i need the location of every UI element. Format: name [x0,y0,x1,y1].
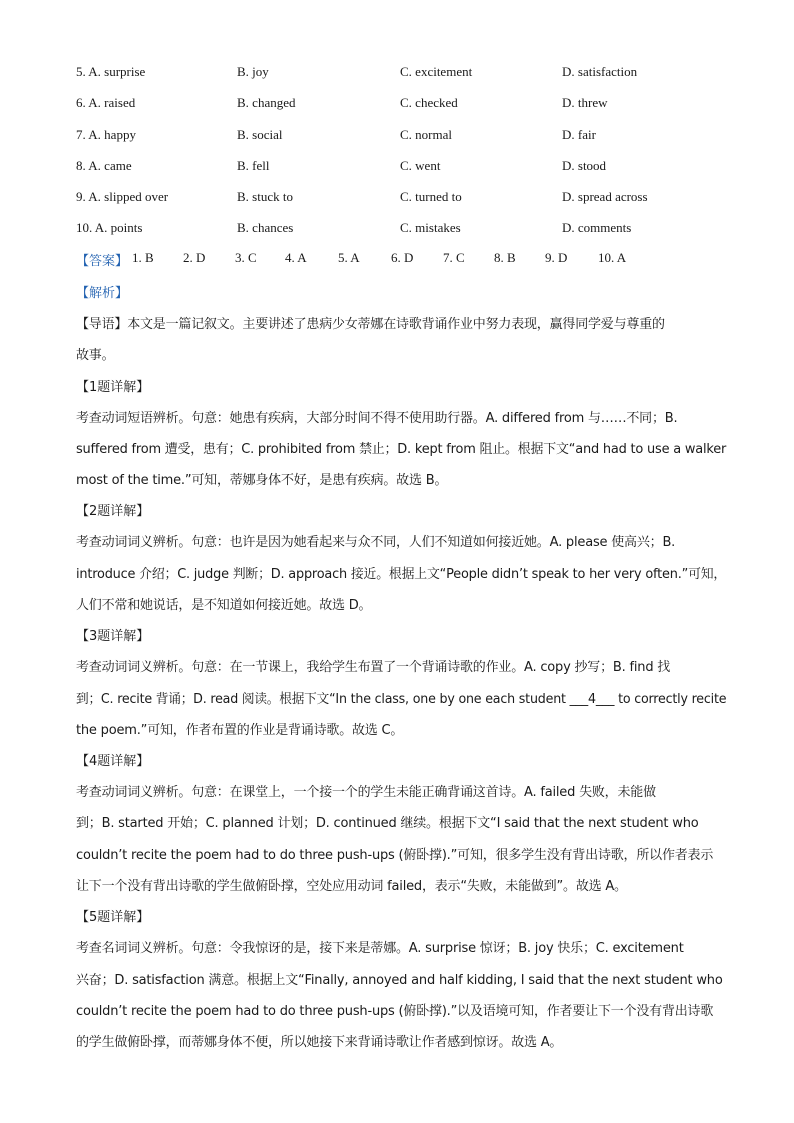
answer-item: 5. A [338,250,360,265]
option-d: D. fair [562,127,596,142]
option-a: 8. A. came [76,158,132,173]
option-c: C. turned to [400,189,462,204]
answer-item: 10. A [598,250,627,265]
answer-item: 7. C [443,250,465,265]
option-b: B. fell [237,158,270,173]
option-a: 9. A. slipped over [76,189,169,204]
option-row-7 [76,127,736,147]
q4-heading: 【4题详解】 [76,754,150,769]
option-a: 7. A. happy [76,127,136,142]
analysis-label: 【解析】 [76,286,129,301]
option-b: B. joy [237,64,269,79]
option-a: 5. A. surprise [76,64,146,79]
option-row-6 [76,95,736,115]
option-b: B. chances [237,220,294,235]
option-c: C. normal [400,127,452,142]
option-d: D. comments [562,220,632,235]
q1-line: most of the time.”可知，蒂娜身体不好，是患有疾病。故选 B。 [76,473,448,488]
answer-item: 3. C [235,250,257,265]
q2-line: 人们不常和她说话，是不知道如何接近她。故选 D。 [76,598,372,613]
intro-line: 【导语】本文是一篇记叙文。主要讲述了患病少女蒂娜在诗歌背诵作业中努力表现，赢得同学爱与尊重的 [76,317,665,332]
option-row-8 [76,158,736,178]
option-b: B. social [237,127,283,142]
q2-line: 考查动词词义辨析。句意：也许是因为她看起来与众不同，人们不知道如何接近她。A. please 使高兴；B. [76,535,676,550]
answer-item: 6. D [391,250,414,265]
q4-line: couldn’t recite the poem had to do three push-ups (俯卧撑).”可知，很多学生没有背出诗歌，所以作者表示 [76,848,714,863]
q3-heading: 【3题详解】 [76,629,150,644]
option-a: 6. A. raised [76,95,136,110]
q4-line: 到；B. started 开始；C. planned 计划；D. continued 继续。根据下文“I said that the next student who [76,816,699,831]
intro-line: 故事。 [76,348,115,363]
option-c: C. went [400,158,441,173]
option-b: B. changed [237,95,296,110]
q2-line: introduce 介绍；C. judge 判断；D. approach 接近。根据上文“People didn’t speak to her very often.”可知， [76,567,727,582]
q3-line: the poem.”可知，作者布置的作业是背诵诗歌。故选 C。 [76,723,404,738]
answer-item: 4. A [285,250,307,265]
option-row-5 [76,64,736,84]
q1-heading: 【1题详解】 [76,380,150,395]
q4-line: 考查动词词义辨析。句意：在课堂上，一个接一个的学生未能正确背诵这首诗。A. failed 失败，未能做 [76,785,656,800]
q5-line: 兴奋；D. satisfaction 满意。根据上文“Finally, annoyed and half kidding, I said that the next student who [76,973,723,988]
answer-row [76,250,676,270]
answer-item: 1. B [132,250,154,265]
option-d: D. spread across [562,189,648,204]
option-row-10 [76,220,736,240]
answer-label: 【答案】 [76,254,129,269]
answer-item: 2. D [183,250,206,265]
option-b: B. stuck to [237,189,293,204]
q4-line: 让下一个没有背出诗歌的学生做俯卧撑，空处应用动词 failed，表示“失败，未能做到”。故选 A。 [76,879,627,894]
option-c: C. excitement [400,64,473,79]
q1-line: 考查动词短语辨析。句意：她患有疾病，大部分时间不得不使用助行器。A. differed from 与……不同；B. [76,411,678,426]
q5-line: couldn’t recite the poem had to do three push-ups (俯卧撑).”以及语境可知，作者要让下一个没有背出诗歌 [76,1004,714,1019]
q1-line: suffered from 遭受，患有；C. prohibited from 禁止；D. kept from 阻止。根据下文“and had to use a walker [76,442,727,457]
q3-line: 考查动词词义辨析。句意：在一节课上，我给学生布置了一个背诵诗歌的作业。A. copy 抄写；B. find 找 [76,660,671,675]
option-a: 10. A. points [76,220,143,235]
option-d: D. stood [562,158,607,173]
answer-item: 8. B [494,250,516,265]
option-c: C. checked [400,95,458,110]
q2-heading: 【2题详解】 [76,504,150,519]
option-d: D. threw [562,95,608,110]
option-row-9 [76,189,736,209]
option-c: C. mistakes [400,220,461,235]
option-d: D. satisfaction [562,64,638,79]
q5-heading: 【5题详解】 [76,910,150,925]
q5-line: 考查名词词义辨析。句意：令我惊讶的是，接下来是蒂娜。A. surprise 惊讶；B. joy 快乐；C. excitement [76,941,684,956]
q3-line: 到；C. recite 背诵；D. read 阅读。根据下文“In the class, one by one each student ___4___ to correctly recite [76,692,727,707]
q5-line: 的学生做俯卧撑，而蒂娜身体不便，所以她接下来背诵诗歌让作者感到惊讶。故选 A。 [76,1035,563,1050]
answer-item: 9. D [545,250,568,265]
